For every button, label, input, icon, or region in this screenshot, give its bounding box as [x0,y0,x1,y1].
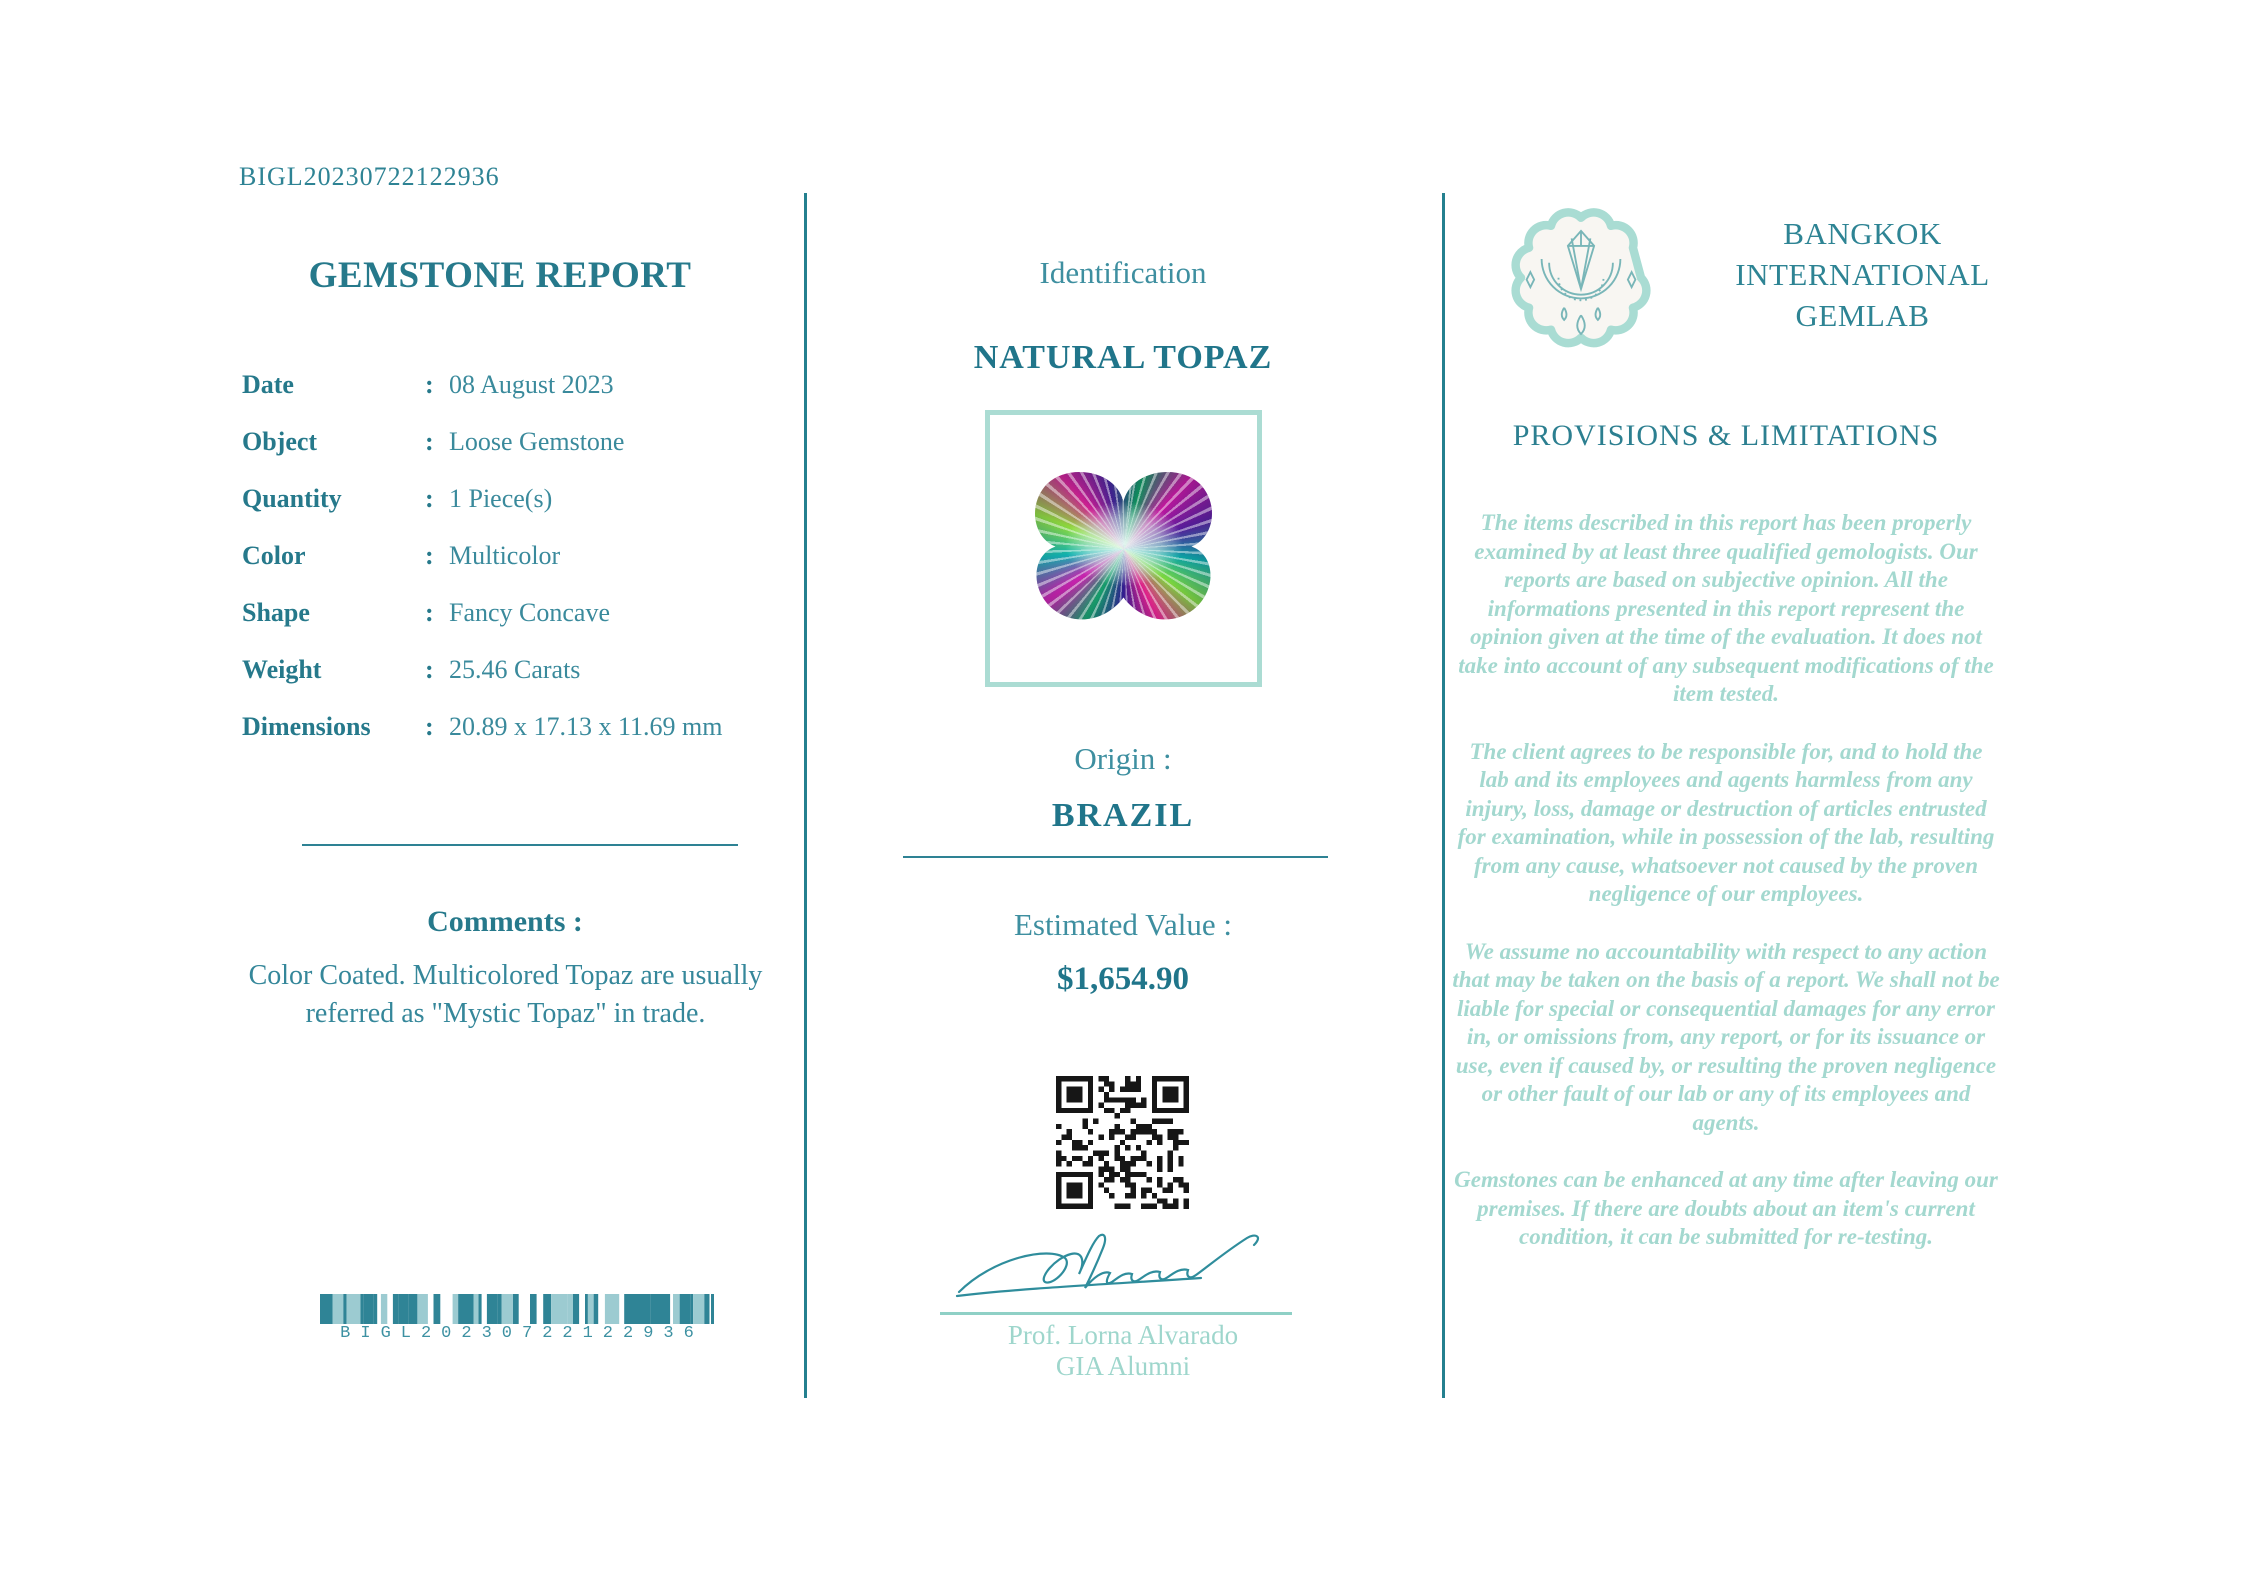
field-label: Date [242,370,294,399]
field-value: Fancy Concave [449,598,611,627]
field-row-shape [242,599,762,627]
field-separator: : [425,598,434,627]
field-separator: : [425,655,434,684]
lab-name-line: GEMLAB [1795,298,1930,333]
signature-underline [940,1312,1292,1315]
provisions-paragraph: We assume no accountability with respect to any action that may be taken on the basis of a report. We shall not be liable for special or consequential damages for any error in, or omissions from, any report, or for its issuance or use, even if caused by, or resulting the proven negligence or other fault of our lab or any of its employees and agents. [1452,938,2000,1135]
barcode-bars [320,1294,714,1324]
signer-name: Prof. Lorna Alvarado [1007,1320,1239,1350]
origin-heading: Origin : [1074,741,1172,776]
field-value: 20.89 x 17.13 x 11.69 mm [449,712,723,741]
field-row-date [242,371,762,399]
field-row-object [242,428,762,456]
field-label: Shape [242,598,310,627]
report-number: BIGL20230722122936 [239,162,500,191]
provisions-paragraph: Gemstones can be enhanced at any time after leaving our premises. If there are doubts about an item's current condition, it can be submitted for re-testing. [1454,1167,1998,1249]
lab-name-line: BANGKOK [1783,216,1942,251]
signer-credential: GIA Alumni [1055,1351,1191,1381]
field-separator: : [425,370,434,399]
middle-divider-line [903,856,1328,858]
provisions-paragraph: The items described in this report has been properly examined by at least three qualified gemologists. Our reports are based on subjective opinion. All the informations presented in this report represent the opinion given at the time of the evaluation. It does not take into account of any subsequent modifications of the item tested. [1458,510,1994,706]
report-fields [242,371,762,770]
origin-value: BRAZIL [1051,797,1195,834]
qr-code [1056,1076,1189,1209]
left-divider-line [302,844,738,846]
field-separator: : [425,712,434,741]
field-row-weight [242,656,762,684]
gemlab-badge-icon [1506,199,1656,357]
identification-heading: Identification [1039,255,1207,290]
field-label: Quantity [242,484,342,513]
field-value: Multicolor [449,541,561,570]
field-label: Color [242,541,306,570]
column-divider-right [1442,193,1445,1398]
qr-code-image [1056,1076,1189,1209]
provisions-text [1452,509,2000,1281]
column-divider-left [804,193,807,1398]
provisions-paragraph: The client agrees to be responsible for, and to hold the lab and its employees and agents harmless from any injury, loss, damage or destruction of articles entrusted for examination, while in possession of the lab, resulting from any cause, whatsoever not caused by the proven negligence of our employees. [1457,738,1995,906]
signature-script [953,1228,1291,1316]
field-label: Weight [242,655,322,684]
gemlab-logo [1506,199,1656,361]
field-label: Object [242,427,318,456]
comments-text: Color Coated. Multicolored Topaz are usually referred as "Mystic Topaz" in trade. [248,960,763,1029]
field-value: Loose Gemstone [449,427,625,456]
signature [953,1228,1291,1316]
gem-photo [1021,462,1227,636]
field-label: Dimensions [242,712,371,741]
field-separator: : [425,427,434,456]
field-row-dimensions [242,713,762,741]
barcode [320,1294,714,1344]
report-title: GEMSTONE REPORT [308,255,692,296]
barcode-text: BIGL20230722122936 [340,1324,704,1343]
lab-name [1690,213,2035,336]
lab-name-line: INTERNATIONAL [1735,257,1990,292]
field-row-color [242,542,762,570]
field-separator: : [425,484,434,513]
field-value: 08 August 2023 [449,370,614,399]
field-value: 1 Piece(s) [449,484,553,513]
field-separator: : [425,541,434,570]
gem-name: NATURAL TOPAZ [973,339,1273,376]
estimated-value: $1,654.90 [1057,961,1189,997]
comments-heading: Comments : [427,905,583,938]
estimated-value-heading: Estimated Value : [1013,907,1233,942]
provisions-heading: PROVISIONS & LIMITATIONS [1512,419,1940,452]
field-value: 25.46 Carats [449,655,581,684]
gem-photo-frame [985,410,1262,687]
field-row-quantity [242,485,762,513]
